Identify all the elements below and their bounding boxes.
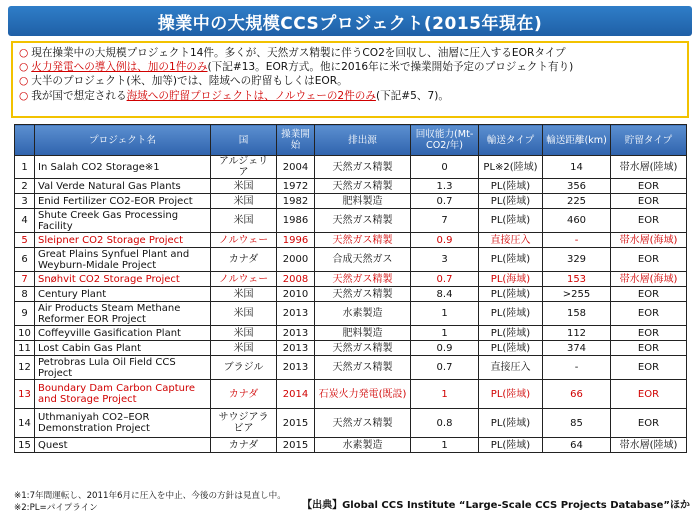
table-row (15, 380, 687, 409)
transport-distance-cell: 225 (543, 194, 611, 209)
capture-capacity-cell: 1 (411, 380, 479, 409)
country-cell: カナダ (211, 380, 277, 409)
start-year-cell: 2013 (277, 356, 315, 380)
table-body (15, 156, 687, 453)
country-cell: アルジェリア (211, 156, 277, 179)
row-number-cell: 7 (15, 272, 35, 287)
project-name-cell: Coffeyville Gasification Plant (35, 326, 211, 341)
table-row (15, 356, 687, 380)
emission-source-cell: 天然ガス精製 (315, 209, 411, 233)
storage-type-cell: EOR (611, 409, 687, 438)
storage-type-cell: 帯水層(海域) (611, 272, 687, 287)
country-cell: ブラジル (211, 356, 277, 380)
row-number-cell: 9 (15, 302, 35, 326)
emission-source-cell: 肥料製造 (315, 326, 411, 341)
row-number-cell: 2 (15, 179, 35, 194)
header-storage: 貯留タイプ (611, 125, 687, 156)
page-title: 操業中の大規模CCSプロジェクト(2015年現在) (157, 13, 543, 34)
country-cell: カナダ (211, 248, 277, 272)
bullet-icon: ○ (19, 47, 29, 59)
storage-type-cell: EOR (611, 209, 687, 233)
row-number-cell: 14 (15, 409, 35, 438)
projects-table (14, 124, 687, 453)
storage-type-cell: EOR (611, 287, 687, 302)
transport-distance-cell: 153 (543, 272, 611, 287)
start-year-cell: 2004 (277, 156, 315, 179)
start-year-cell: 2010 (277, 287, 315, 302)
storage-type-cell: EOR (611, 179, 687, 194)
emission-source-cell: 天然ガス精製 (315, 233, 411, 248)
transport-distance-cell: 85 (543, 409, 611, 438)
capture-capacity-cell: 3 (411, 248, 479, 272)
country-cell: 米国 (211, 302, 277, 326)
summary-text: (下記#5、7)。 (375, 89, 449, 102)
table-row (15, 272, 687, 287)
start-year-cell: 2015 (277, 438, 315, 453)
start-year-cell: 1996 (277, 233, 315, 248)
project-name-cell: In Salah CO2 Storage※1 (35, 156, 211, 179)
table-row (15, 438, 687, 453)
transport-distance-cell: - (543, 356, 611, 380)
bullet-icon: ○ (19, 89, 29, 102)
table-row (15, 409, 687, 438)
project-name-cell: Boundary Dam Carbon Capture and Storage Project (35, 380, 211, 409)
bullet-icon: ○ (19, 75, 29, 88)
storage-type-cell: 帯水層(海域) (611, 233, 687, 248)
transport-distance-cell: 64 (543, 438, 611, 453)
footnote-1: ※1:7年間運転し、2011年6月に圧入を中止、今後の方針は見直し中。 (14, 491, 286, 501)
project-name-cell: Enid Fertilizer CO2-EOR Project (35, 194, 211, 209)
transport-distance-cell: - (543, 233, 611, 248)
project-name-cell: Sleipner CO2 Storage Project (35, 233, 211, 248)
row-number-cell: 8 (15, 287, 35, 302)
transport-type-cell: PL(陸域) (479, 248, 543, 272)
start-year-cell: 2013 (277, 341, 315, 356)
footnotes (14, 490, 286, 514)
header-year: 操業開始 (277, 125, 315, 156)
row-number-cell: 6 (15, 248, 35, 272)
transport-type-cell: PL(陸域) (479, 302, 543, 326)
project-name-cell: Val Verde Natural Gas Plants (35, 179, 211, 194)
transport-type-cell: PL(陸域) (479, 209, 543, 233)
transport-distance-cell: 66 (543, 380, 611, 409)
transport-distance-cell: 460 (543, 209, 611, 233)
row-number-cell: 1 (15, 156, 35, 179)
header-distance: 輸送距離(km) (543, 125, 611, 156)
bullet-icon: ○ (19, 61, 29, 74)
table-row (15, 248, 687, 272)
transport-type-cell: PL(陸域) (479, 409, 543, 438)
transport-type-cell: PL(陸域) (479, 438, 543, 453)
transport-type-cell: PL(陸域) (479, 287, 543, 302)
header-country: 国 (211, 125, 277, 156)
start-year-cell: 2008 (277, 272, 315, 287)
table-row (15, 209, 687, 233)
capture-capacity-cell: 0.8 (411, 409, 479, 438)
transport-distance-cell: 14 (543, 156, 611, 179)
storage-type-cell: 帯水層(陸域) (611, 438, 687, 453)
transport-type-cell: 直接圧入 (479, 356, 543, 380)
capture-capacity-cell: 0.7 (411, 356, 479, 380)
start-year-cell: 2015 (277, 409, 315, 438)
table-row (15, 326, 687, 341)
table-row (15, 233, 687, 248)
transport-distance-cell: >255 (543, 287, 611, 302)
transport-type-cell: PL(海域) (479, 272, 543, 287)
storage-type-cell: EOR (611, 380, 687, 409)
country-cell: 米国 (211, 287, 277, 302)
emission-source-cell: 天然ガス精製 (315, 287, 411, 302)
footnote-2: ※2:PL=パイプライン (14, 503, 98, 513)
capture-capacity-cell: 0.9 (411, 233, 479, 248)
table-row (15, 194, 687, 209)
storage-type-cell: EOR (611, 194, 687, 209)
emission-source-cell: 水素製造 (315, 302, 411, 326)
row-number-cell: 15 (15, 438, 35, 453)
table-header-row (15, 125, 687, 156)
start-year-cell: 1982 (277, 194, 315, 209)
project-name-cell: Uthmaniyah CO2–EOR Demonstration Project (35, 409, 211, 438)
start-year-cell: 2000 (277, 248, 315, 272)
transport-type-cell: PL※2(陸域) (479, 156, 543, 179)
header-project-name: プロジェクト名 (35, 125, 211, 156)
summary-line (19, 89, 681, 103)
project-name-cell: Great Plains Synfuel Plant and Weyburn-Midale Project (35, 248, 211, 272)
country-cell: カナダ (211, 438, 277, 453)
capture-capacity-cell: 0.7 (411, 272, 479, 287)
source-note: 【出典】Global CCS Institute “Large-Scale CCS Projects Database”ほか (302, 500, 690, 511)
transport-distance-cell: 374 (543, 341, 611, 356)
capture-capacity-cell: 0.9 (411, 341, 479, 356)
project-name-cell: Air Products Steam Methane Reformer EOR Project (35, 302, 211, 326)
emission-source-cell: 天然ガス精製 (315, 272, 411, 287)
emission-source-cell: 天然ガス精製 (315, 409, 411, 438)
transport-distance-cell: 158 (543, 302, 611, 326)
transport-type-cell: PL(陸域) (479, 194, 543, 209)
summary-text: (下記#13。EOR方式。他に2016年に米で操業開始予定のプロジェクト有り) (207, 61, 574, 74)
project-name-cell: Lost Cabin Gas Plant (35, 341, 211, 356)
summary-line (19, 74, 681, 88)
country-cell: ノルウェー (211, 272, 277, 287)
emission-source-cell: 合成天然ガス (315, 248, 411, 272)
country-cell: 米国 (211, 179, 277, 194)
storage-type-cell: 帯水層(陸域) (611, 156, 687, 179)
table-row (15, 302, 687, 326)
emission-source-cell: 肥料製造 (315, 194, 411, 209)
capture-capacity-cell: 7 (411, 209, 479, 233)
row-number-cell: 12 (15, 356, 35, 380)
table-row (15, 287, 687, 302)
country-cell: 米国 (211, 326, 277, 341)
table-row (15, 341, 687, 356)
emission-source-cell: 天然ガス精製 (315, 156, 411, 179)
capture-capacity-cell: 1 (411, 438, 479, 453)
storage-type-cell: EOR (611, 248, 687, 272)
emission-source-cell: 天然ガス精製 (315, 179, 411, 194)
country-cell: 米国 (211, 194, 277, 209)
header-source: 排出源 (315, 125, 411, 156)
transport-distance-cell: 112 (543, 326, 611, 341)
summary-box (11, 41, 689, 118)
summary-highlight: 海域への貯留プロジェクトは、ノルウェーの2件のみ (126, 89, 376, 102)
transport-type-cell: PL(陸域) (479, 179, 543, 194)
capture-capacity-cell: 1 (411, 302, 479, 326)
emission-source-cell: 水素製造 (315, 438, 411, 453)
project-name-cell: Shute Creek Gas Processing Facility (35, 209, 211, 233)
transport-distance-cell: 356 (543, 179, 611, 194)
start-year-cell: 2013 (277, 302, 315, 326)
row-number-cell: 3 (15, 194, 35, 209)
storage-type-cell: EOR (611, 356, 687, 380)
capture-capacity-cell: 1 (411, 326, 479, 341)
capture-capacity-cell: 0.7 (411, 194, 479, 209)
row-number-cell: 5 (15, 233, 35, 248)
row-number-cell: 10 (15, 326, 35, 341)
start-year-cell: 2013 (277, 326, 315, 341)
summary-line (19, 46, 681, 60)
capture-capacity-cell: 8.4 (411, 287, 479, 302)
summary-text: 大半のプロジェクト(米、加等)では、陸域への貯留もしくはEOR。 (31, 75, 348, 88)
capture-capacity-cell: 0 (411, 156, 479, 179)
country-cell: 米国 (211, 341, 277, 356)
storage-type-cell: EOR (611, 326, 687, 341)
summary-text: 現在操業中の大規模プロジェクト14件。多くが、天然ガス精製に伴うCO2を回収し、油層に圧入するEORタイプ (31, 47, 566, 59)
project-name-cell: Century Plant (35, 287, 211, 302)
summary-line (19, 60, 681, 74)
row-number-cell: 11 (15, 341, 35, 356)
start-year-cell: 2014 (277, 380, 315, 409)
table-row (15, 179, 687, 194)
project-name-cell: Snøhvit CO2 Storage Project (35, 272, 211, 287)
project-name-cell: Quest (35, 438, 211, 453)
transport-type-cell: PL(陸域) (479, 341, 543, 356)
transport-type-cell: PL(陸域) (479, 326, 543, 341)
summary-highlight: 火力発電への導入例は、加の1件のみ (31, 61, 208, 74)
header-capacity: 回収能力(Mt-CO2/年) (411, 125, 479, 156)
table-row (15, 156, 687, 179)
country-cell: 米国 (211, 209, 277, 233)
header-no (15, 125, 35, 156)
project-name-cell: Petrobras Lula Oil Field CCS Project (35, 356, 211, 380)
storage-type-cell: EOR (611, 341, 687, 356)
emission-source-cell: 天然ガス精製 (315, 356, 411, 380)
title-bar (8, 6, 692, 36)
row-number-cell: 13 (15, 380, 35, 409)
summary-text: 我が国で想定される (31, 89, 127, 102)
start-year-cell: 1986 (277, 209, 315, 233)
transport-distance-cell: 329 (543, 248, 611, 272)
storage-type-cell: EOR (611, 302, 687, 326)
transport-type-cell: PL(陸域) (479, 380, 543, 409)
country-cell: サウジアラビア (211, 409, 277, 438)
country-cell: ノルウェー (211, 233, 277, 248)
row-number-cell: 4 (15, 209, 35, 233)
emission-source-cell: 石炭火力発電(既設) (315, 380, 411, 409)
header-transport: 輸送タイプ (479, 125, 543, 156)
transport-type-cell: 直接圧入 (479, 233, 543, 248)
emission-source-cell: 天然ガス精製 (315, 341, 411, 356)
start-year-cell: 1972 (277, 179, 315, 194)
capture-capacity-cell: 1.3 (411, 179, 479, 194)
